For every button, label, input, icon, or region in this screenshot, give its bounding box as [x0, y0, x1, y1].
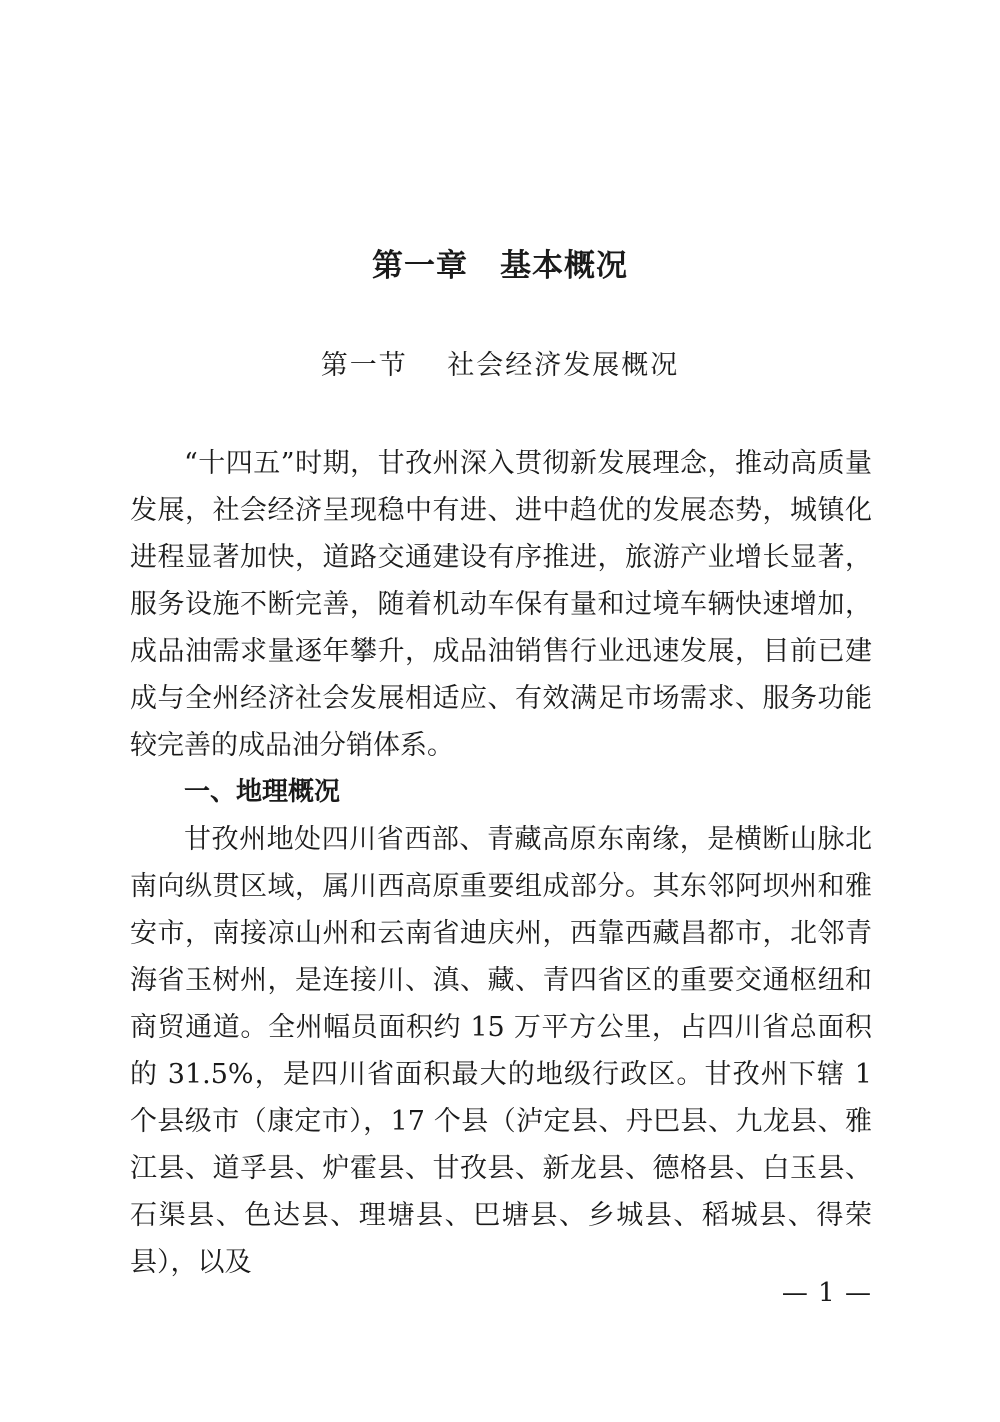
paragraph-intro: “十四五”时期，甘孜州深入贯彻新发展理念，推动高质量发展，社会经济呈现稳中有进、进中趋优的发展态势，城镇化进程显著加快，道路交通建设有序推进，旅游产业增长显著，服务设施不断完善，随着机动车保有量和过境车辆快速增加，成品油需求量逐年攀升，成品油销售行业迅速发展，目前已建成与全州经济社会发展相适应、有效满足市场需求、服务功能较完善的成品油分销体系。	[130, 448, 872, 761]
section-title: 第一节 社会经济发展概况	[320, 350, 680, 381]
page-number: — 1 —	[781, 1278, 872, 1308]
chapter-title: 第一章 基本概况	[372, 248, 628, 284]
heading-geography: 一、地理概况	[184, 777, 341, 807]
body-text	[130, 440, 872, 1286]
paragraph-geography: 甘孜州地处四川省西部、青藏高原东南缘，是横断山脉北南向纵贯区域，属川西高原重要组成部分。其东邻阿坝州和雅安市，南接凉山州和云南省迪庆州，西靠西藏昌都市，北邻青海省玉树州，是连接川、滇、藏、青四省区的重要交通枢纽和商贸通道。全州幅员面积约 15 万平方公里，占四川省总面积的 31.5%，是四川省面积最大的地级行政区。甘孜州下辖 1 个县级市（康定市），17 个县（泸定县、丹巴县、九龙县、雅江县、道孚县、炉霍县、甘孜县、新龙县、德格县、白玉县、石渠县、色达县、理塘县、巴塘县、乡城县、稻城县、得荣县），以及	[130, 824, 872, 1278]
